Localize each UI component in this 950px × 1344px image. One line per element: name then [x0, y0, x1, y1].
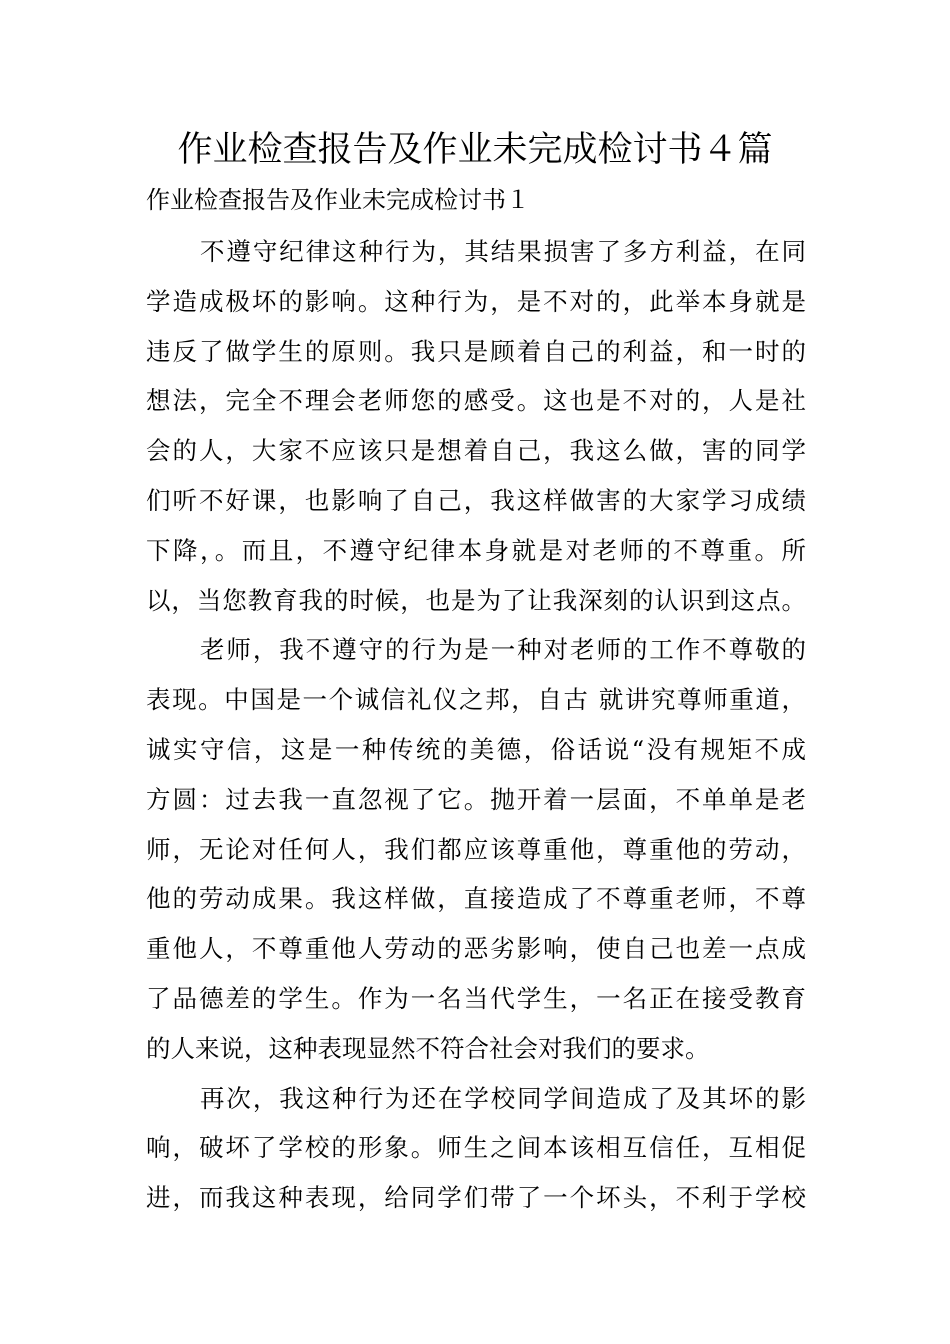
text-line: 进，而我这种表现，给同学们带了一个坏头，不利于学校	[146, 1183, 806, 1213]
text-line: 他的劳动成果。我这样做，直接造成了不尊重老师，不尊	[146, 884, 806, 914]
text-line: 响，破坏了学校的形象。师生之间本该相互信任，互相促	[146, 1133, 806, 1163]
text-line: 老师，我不遵守的行为是一种对老师的工作不尊敬的	[200, 635, 806, 665]
text-line: 的人来说，这种表现显然不符合社会对我们的要求。	[146, 1033, 710, 1063]
text-line: 不遵守纪律这种行为，其结果损害了多方利益，在同	[200, 237, 806, 266]
text-line: 学造成极坏的影响。这种行为，是不对的，此举本身就是	[146, 286, 806, 316]
text-line: 重他人，不尊重他人劳动的恶劣影响，使自己也差一点成	[146, 934, 806, 964]
text-line: 表现。中国是一个诚信礼仪之邦，自古 就讲究尊师重道，	[146, 685, 806, 715]
text-line: 方圆：过去我一直忽视了它。抛开着一层面，不单单是老	[146, 784, 806, 814]
paragraph-3	[146, 1074, 806, 1223]
text-line: 会的人，大家不应该只是想着自己，我这么做，害的同学	[146, 436, 806, 466]
text-line: 师，无论对任何人，我们都应该尊重他，尊重他的劳动，	[146, 834, 806, 864]
text-line: 下降，。而且，不遵守纪律本身就是对老师的不尊重。所	[146, 535, 806, 565]
document-title: 作业检查报告及作业未完成检讨书４篇	[177, 130, 773, 170]
text-line: 想法，完全不理会老师您的感受。这也是不对的，人是社	[146, 386, 806, 416]
paragraph-2	[146, 625, 806, 1073]
text-line: 诚实守信，这是一种传统的美德，俗话说“没有规矩不成	[146, 734, 806, 764]
section-heading: 作业检查报告及作业未完成检讨书１	[146, 186, 530, 214]
text-line: 了品德差的学生。作为一名当代学生，一名正在接受教育	[146, 983, 806, 1013]
text-line: 们听不好课，也影响了自己，我这样做害的大家学习成绩	[146, 485, 806, 515]
document-body	[146, 227, 806, 1223]
text-line: 违反了做学生的原则。我只是顾着自己的利益，和一时的	[146, 336, 806, 366]
paragraph-1	[146, 227, 806, 625]
text-line: 以，当您教育我的时候，也是为了让我深刻的认识到这点。	[146, 585, 806, 615]
text-line: 再次，我这种行为还在学校同学间造成了及其坏的影	[200, 1083, 806, 1113]
